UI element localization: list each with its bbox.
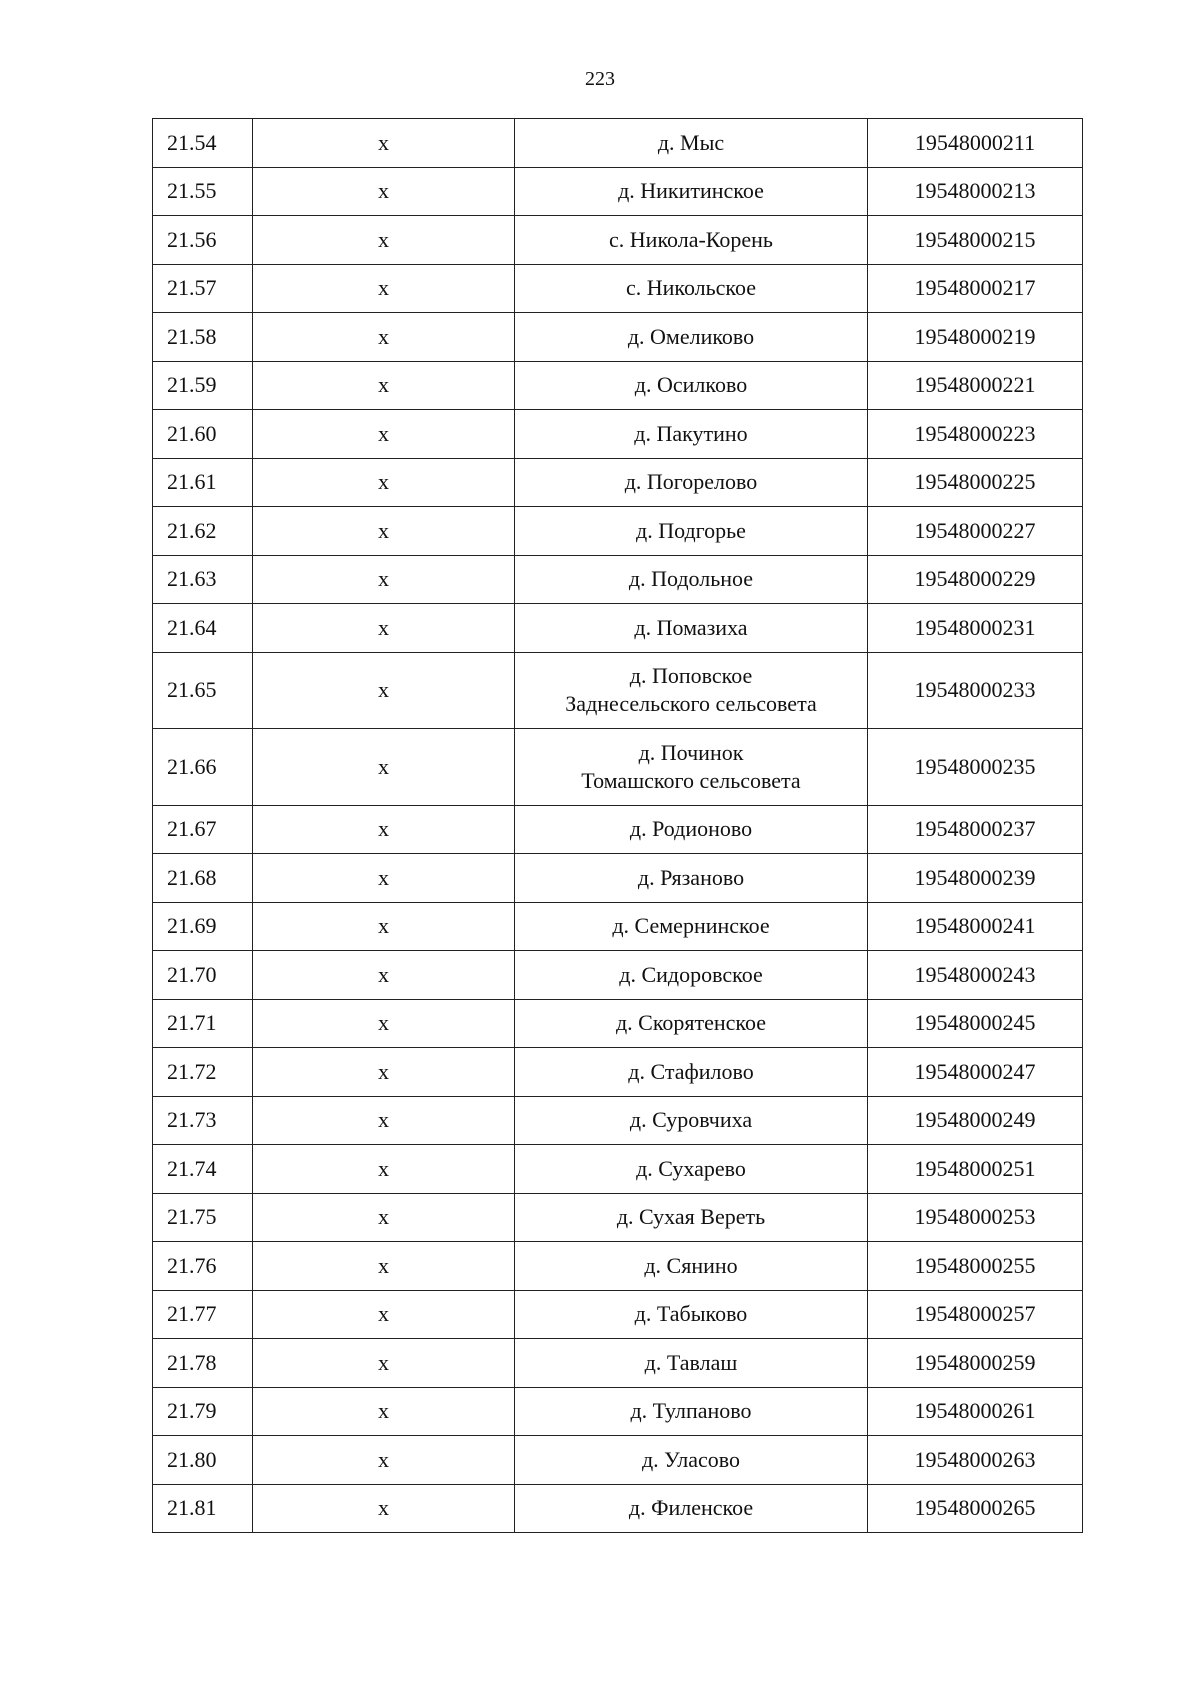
table-row bbox=[153, 1339, 1083, 1388]
oktmo-code-cell: 19548000237 bbox=[868, 805, 1083, 854]
settlement-name-cell bbox=[515, 902, 868, 951]
mark-cell: х bbox=[253, 167, 515, 216]
settlement-name-line: д. Починок bbox=[638, 739, 744, 765]
mark-cell: х bbox=[253, 999, 515, 1048]
oktmo-code-cell: 19548000211 bbox=[868, 119, 1083, 168]
settlement-name-line: д. Сухарево bbox=[636, 1155, 746, 1181]
row-number-cell: 21.67 bbox=[153, 805, 253, 854]
settlement-name-cell bbox=[515, 805, 868, 854]
settlement-name-cell bbox=[515, 264, 868, 313]
table-row bbox=[153, 458, 1083, 507]
settlement-name-cell bbox=[515, 729, 868, 806]
oktmo-code-cell: 19548000243 bbox=[868, 951, 1083, 1000]
settlement-name-line: д. Сянино bbox=[644, 1252, 738, 1278]
oktmo-code-cell: 19548000221 bbox=[868, 361, 1083, 410]
settlement-name-cell bbox=[515, 1290, 868, 1339]
mark-cell: х bbox=[253, 652, 515, 729]
oktmo-code-cell: 19548000245 bbox=[868, 999, 1083, 1048]
table-row bbox=[153, 1387, 1083, 1436]
oktmo-code-cell: 19548000259 bbox=[868, 1339, 1083, 1388]
table-body bbox=[153, 119, 1083, 1533]
mark-cell: х bbox=[253, 729, 515, 806]
page-number: 223 bbox=[585, 68, 615, 90]
settlements-table bbox=[152, 118, 1083, 1533]
table-row bbox=[153, 951, 1083, 1000]
table-row bbox=[153, 604, 1083, 653]
row-number-cell: 21.60 bbox=[153, 410, 253, 459]
settlement-name-cell bbox=[515, 1484, 868, 1533]
settlement-name-cell bbox=[515, 951, 868, 1000]
row-number-cell: 21.65 bbox=[153, 652, 253, 729]
settlement-name-line: д. Суровчиха bbox=[629, 1107, 753, 1133]
mark-cell: х bbox=[253, 1290, 515, 1339]
oktmo-code-cell: 19548000225 bbox=[868, 458, 1083, 507]
table-row bbox=[153, 1145, 1083, 1194]
settlement-name-cell bbox=[515, 854, 868, 903]
settlement-name-line: д. Никитинское bbox=[618, 178, 764, 204]
settlement-name-cell bbox=[515, 313, 868, 362]
settlement-name-cell bbox=[515, 1436, 868, 1485]
row-number-cell: 21.78 bbox=[153, 1339, 253, 1388]
table-row bbox=[153, 1048, 1083, 1097]
settlement-name-cell bbox=[515, 1193, 868, 1242]
row-number-cell: 21.63 bbox=[153, 555, 253, 604]
settlement-name-cell bbox=[515, 1145, 868, 1194]
oktmo-code-cell: 19548000257 bbox=[868, 1290, 1083, 1339]
settlement-name-line: д. Омеликово bbox=[627, 323, 755, 349]
oktmo-code-cell: 19548000241 bbox=[868, 902, 1083, 951]
mark-cell: х bbox=[253, 1096, 515, 1145]
row-number-cell: 21.71 bbox=[153, 999, 253, 1048]
settlement-name-line: д. Скорятенское bbox=[615, 1010, 767, 1036]
settlement-name-line: д. Сидоровское bbox=[619, 961, 763, 987]
settlement-name-cell bbox=[515, 216, 868, 265]
table-row bbox=[153, 216, 1083, 265]
settlement-name-cell bbox=[515, 652, 868, 729]
mark-cell: х bbox=[253, 361, 515, 410]
table-row bbox=[153, 729, 1083, 806]
oktmo-code-cell: 19548000247 bbox=[868, 1048, 1083, 1097]
oktmo-code-cell: 19548000233 bbox=[868, 652, 1083, 729]
row-number-cell: 21.75 bbox=[153, 1193, 253, 1242]
settlement-name-line: д. Поповское bbox=[629, 663, 753, 689]
mark-cell: х bbox=[253, 1193, 515, 1242]
settlement-name-cell bbox=[515, 1242, 868, 1291]
oktmo-code-cell: 19548000231 bbox=[868, 604, 1083, 653]
row-number-cell: 21.72 bbox=[153, 1048, 253, 1097]
mark-cell: х bbox=[253, 1339, 515, 1388]
row-number-cell: 21.76 bbox=[153, 1242, 253, 1291]
table-row bbox=[153, 507, 1083, 556]
row-number-cell: 21.79 bbox=[153, 1387, 253, 1436]
settlement-name-line: д. Уласово bbox=[641, 1446, 741, 1472]
oktmo-code-cell: 19548000227 bbox=[868, 507, 1083, 556]
mark-cell: х bbox=[253, 1048, 515, 1097]
row-number-cell: 21.81 bbox=[153, 1484, 253, 1533]
table-row bbox=[153, 652, 1083, 729]
oktmo-code-cell: 19548000235 bbox=[868, 729, 1083, 806]
row-number-cell: 21.69 bbox=[153, 902, 253, 951]
settlement-name-line: с. Никольское bbox=[625, 275, 757, 301]
row-number-cell: 21.55 bbox=[153, 167, 253, 216]
mark-cell: х bbox=[253, 604, 515, 653]
settlement-name-line: д. Рязаново bbox=[637, 864, 745, 890]
settlement-name-line: д. Осилково bbox=[634, 372, 748, 398]
settlement-name-cell bbox=[515, 458, 868, 507]
settlement-name-cell bbox=[515, 555, 868, 604]
oktmo-code-cell: 19548000219 bbox=[868, 313, 1083, 362]
oktmo-code-cell: 19548000265 bbox=[868, 1484, 1083, 1533]
mark-cell: х bbox=[253, 951, 515, 1000]
settlement-name-line: д. Филенское bbox=[628, 1495, 754, 1521]
table-row bbox=[153, 555, 1083, 604]
settlement-name-line: д. Табыково bbox=[634, 1301, 748, 1327]
mark-cell: х bbox=[253, 805, 515, 854]
table-row bbox=[153, 1290, 1083, 1339]
oktmo-code-cell: 19548000213 bbox=[868, 167, 1083, 216]
settlement-name-cell bbox=[515, 119, 868, 168]
table-row bbox=[153, 264, 1083, 313]
row-number-cell: 21.74 bbox=[153, 1145, 253, 1194]
mark-cell: х bbox=[253, 854, 515, 903]
table-row bbox=[153, 854, 1083, 903]
settlement-name-cell bbox=[515, 361, 868, 410]
oktmo-code-cell: 19548000217 bbox=[868, 264, 1083, 313]
settlement-name-cell bbox=[515, 604, 868, 653]
settlement-name-line: с. Никола-Корень bbox=[609, 226, 773, 252]
settlement-name-line: д. Стафилово bbox=[628, 1058, 754, 1084]
mark-cell: х bbox=[253, 507, 515, 556]
oktmo-code-cell: 19548000263 bbox=[868, 1436, 1083, 1485]
mark-cell: х bbox=[253, 410, 515, 459]
row-number-cell: 21.68 bbox=[153, 854, 253, 903]
settlement-name-line: д. Помазиха bbox=[634, 614, 748, 640]
mark-cell: х bbox=[253, 1436, 515, 1485]
oktmo-code-cell: 19548000215 bbox=[868, 216, 1083, 265]
table-row bbox=[153, 1484, 1083, 1533]
table-row bbox=[153, 805, 1083, 854]
settlement-name-line: Заднесельского сельсовета bbox=[565, 691, 817, 717]
mark-cell: х bbox=[253, 1387, 515, 1436]
mark-cell: х bbox=[253, 555, 515, 604]
row-number-cell: 21.77 bbox=[153, 1290, 253, 1339]
table-row bbox=[153, 1436, 1083, 1485]
oktmo-code-cell: 19548000255 bbox=[868, 1242, 1083, 1291]
row-number-cell: 21.66 bbox=[153, 729, 253, 806]
oktmo-code-cell: 19548000239 bbox=[868, 854, 1083, 903]
settlement-name-cell bbox=[515, 999, 868, 1048]
oktmo-code-cell: 19548000229 bbox=[868, 555, 1083, 604]
settlement-name-cell bbox=[515, 1048, 868, 1097]
settlement-name-line: Томашского сельсовета bbox=[581, 767, 801, 793]
mark-cell: х bbox=[253, 1242, 515, 1291]
settlement-name-line: д. Пакутино bbox=[634, 420, 748, 446]
settlement-name-cell bbox=[515, 1096, 868, 1145]
settlement-name-cell bbox=[515, 1387, 868, 1436]
settlement-name-cell bbox=[515, 507, 868, 556]
row-number-cell: 21.64 bbox=[153, 604, 253, 653]
oktmo-code-cell: 19548000249 bbox=[868, 1096, 1083, 1145]
mark-cell: х bbox=[253, 264, 515, 313]
row-number-cell: 21.56 bbox=[153, 216, 253, 265]
table-row bbox=[153, 902, 1083, 951]
table-row bbox=[153, 1193, 1083, 1242]
settlement-name-cell bbox=[515, 1339, 868, 1388]
mark-cell: х bbox=[253, 119, 515, 168]
mark-cell: х bbox=[253, 313, 515, 362]
row-number-cell: 21.54 bbox=[153, 119, 253, 168]
table-row bbox=[153, 1096, 1083, 1145]
mark-cell: х bbox=[253, 458, 515, 507]
settlement-name-line: д. Подгорье bbox=[636, 517, 746, 543]
row-number-cell: 21.70 bbox=[153, 951, 253, 1000]
settlement-name-line: д. Родионово bbox=[629, 816, 753, 842]
settlement-name-line: д. Тулпаново bbox=[630, 1398, 752, 1424]
row-number-cell: 21.61 bbox=[153, 458, 253, 507]
row-number-cell: 21.73 bbox=[153, 1096, 253, 1145]
oktmo-code-cell: 19548000223 bbox=[868, 410, 1083, 459]
row-number-cell: 21.80 bbox=[153, 1436, 253, 1485]
mark-cell: х bbox=[253, 216, 515, 265]
settlement-name-line: д. Мыс bbox=[657, 129, 725, 155]
settlement-name-line: д. Сухая Вереть bbox=[616, 1204, 766, 1230]
table-row bbox=[153, 313, 1083, 362]
row-number-cell: 21.59 bbox=[153, 361, 253, 410]
row-number-cell: 21.62 bbox=[153, 507, 253, 556]
table-row bbox=[153, 1242, 1083, 1291]
oktmo-code-cell: 19548000261 bbox=[868, 1387, 1083, 1436]
table-row bbox=[153, 361, 1083, 410]
row-number-cell: 21.57 bbox=[153, 264, 253, 313]
table-row bbox=[153, 167, 1083, 216]
settlement-name-line: д. Погорелово bbox=[624, 469, 758, 495]
mark-cell: х bbox=[253, 1484, 515, 1533]
row-number-cell: 21.58 bbox=[153, 313, 253, 362]
table-row bbox=[153, 999, 1083, 1048]
settlement-name-line: д. Тавлаш bbox=[644, 1349, 738, 1375]
settlement-name-cell bbox=[515, 167, 868, 216]
oktmo-code-cell: 19548000253 bbox=[868, 1193, 1083, 1242]
table-row bbox=[153, 410, 1083, 459]
mark-cell: х bbox=[253, 902, 515, 951]
mark-cell: х bbox=[253, 1145, 515, 1194]
settlement-name-line: д. Семернинское bbox=[612, 913, 770, 939]
oktmo-code-cell: 19548000251 bbox=[868, 1145, 1083, 1194]
settlement-name-line: д. Подольное bbox=[628, 566, 754, 592]
table-row bbox=[153, 119, 1083, 168]
settlement-name-cell bbox=[515, 410, 868, 459]
